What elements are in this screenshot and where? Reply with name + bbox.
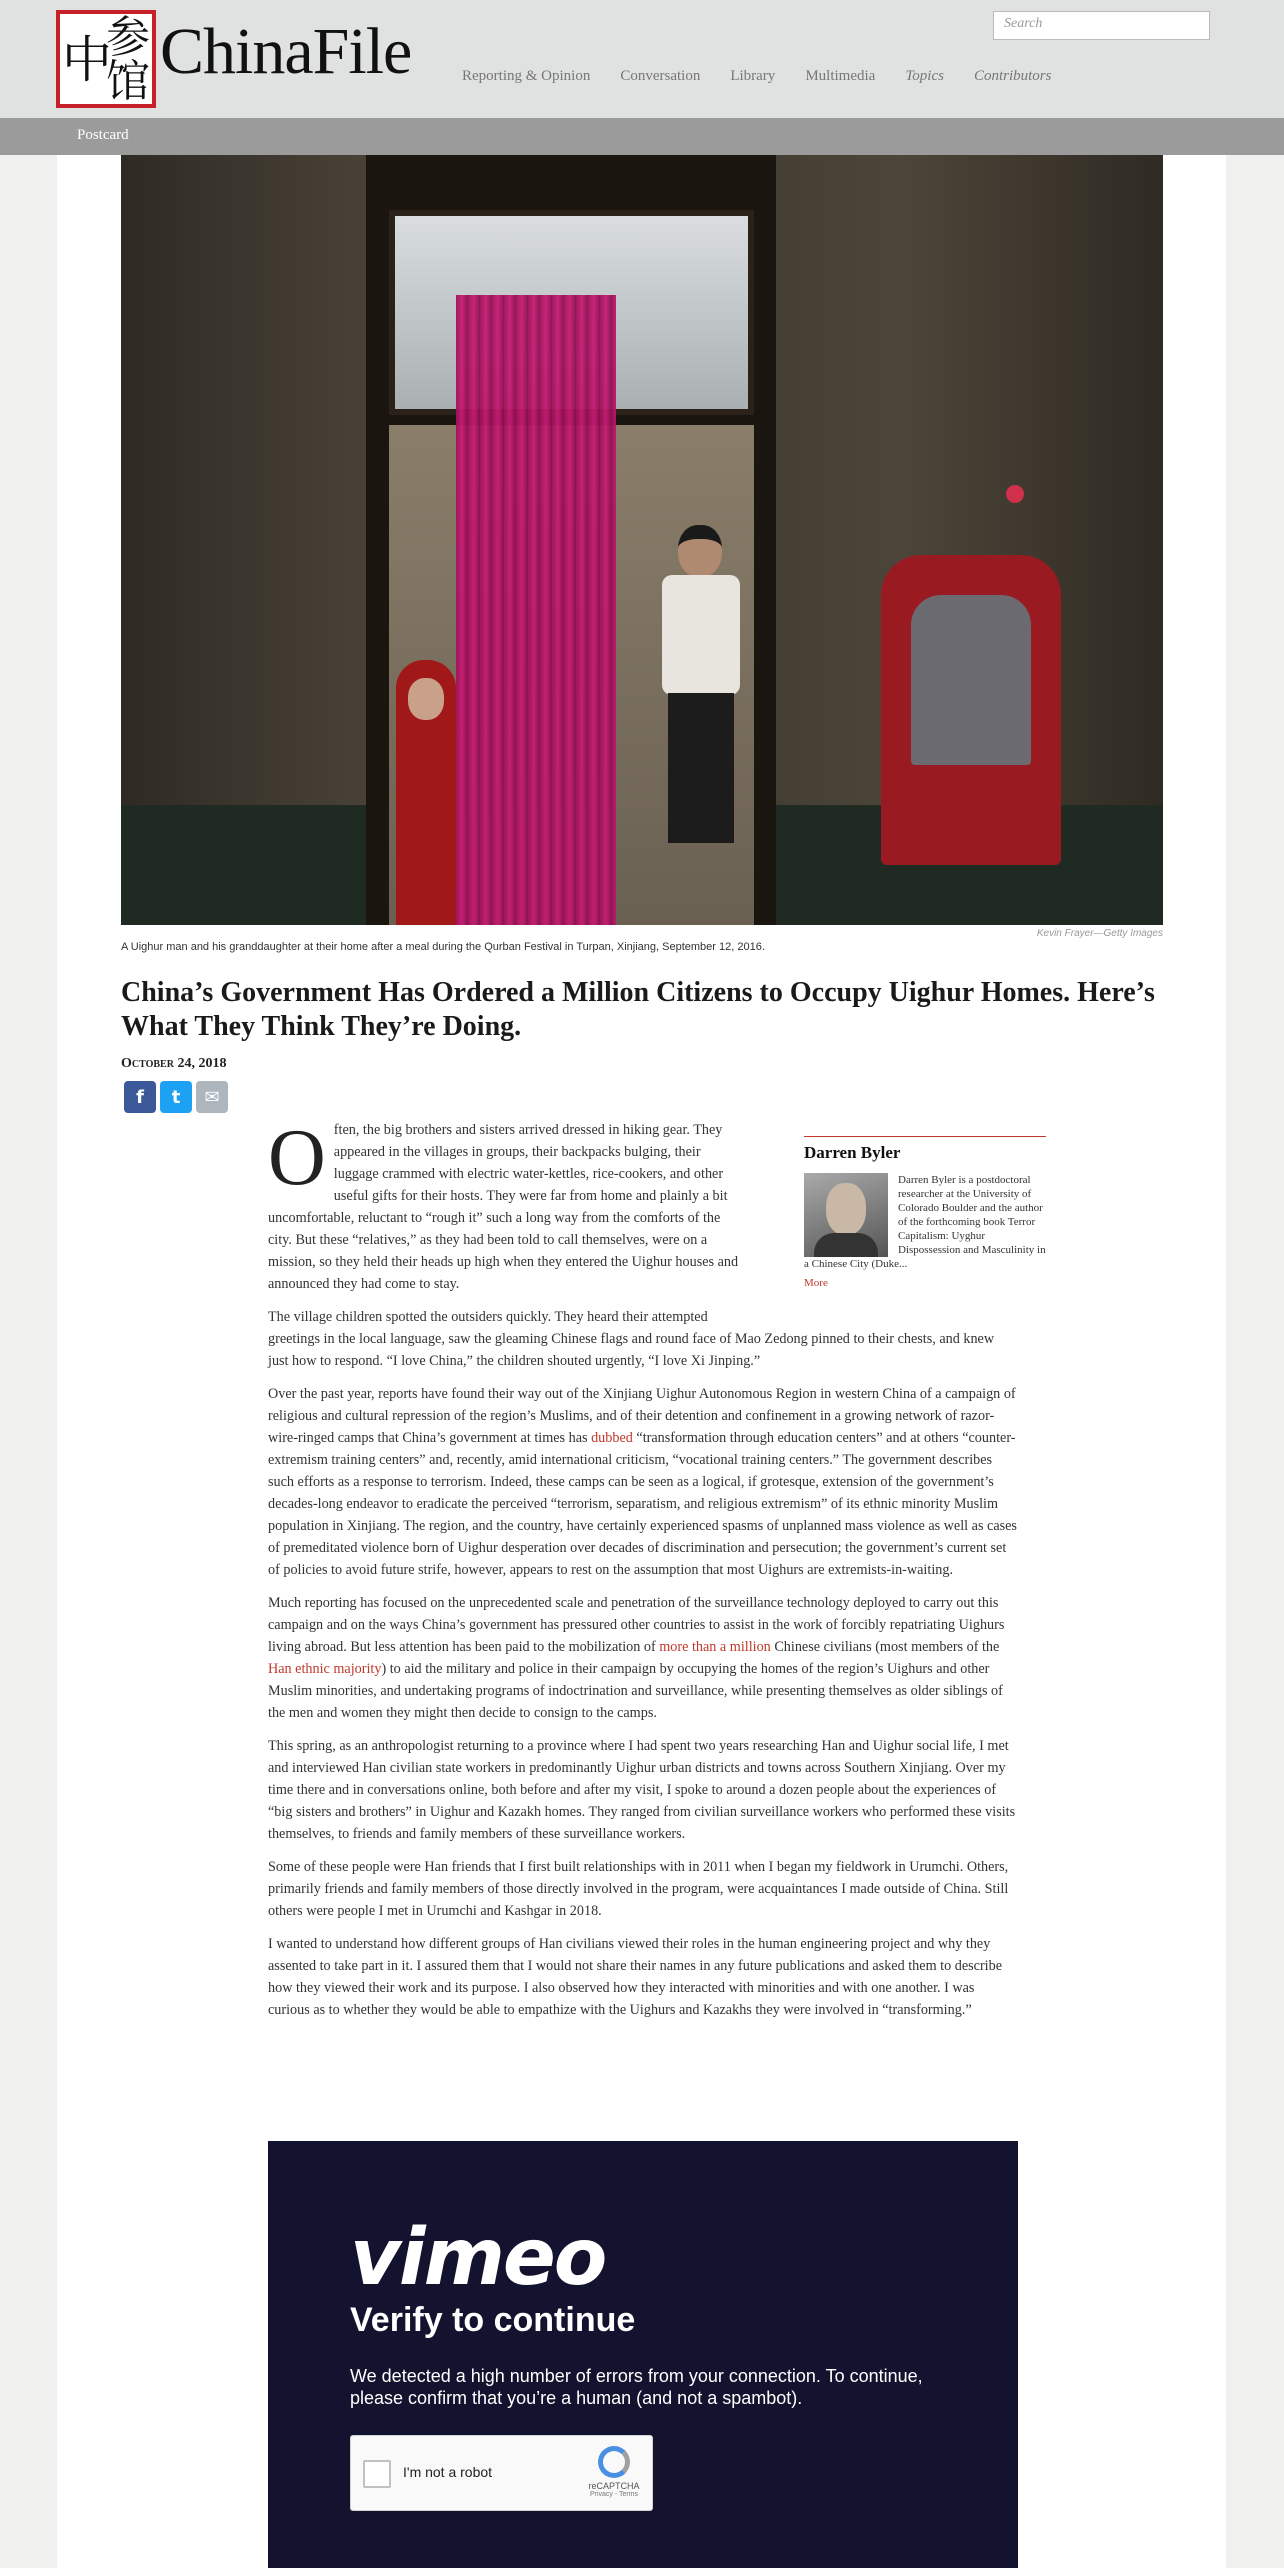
vimeo-logo: vimeo bbox=[350, 2213, 606, 2303]
site-logo-seal[interactable] bbox=[56, 10, 156, 108]
section-link-postcard[interactable]: Postcard bbox=[77, 127, 129, 143]
link-han-ethnic-majority[interactable]: Han ethnic majority bbox=[268, 1661, 382, 1677]
facebook-share-icon[interactable]: f bbox=[124, 1081, 156, 1113]
author-avatar bbox=[804, 1173, 888, 1257]
twitter-share-icon[interactable]: t bbox=[160, 1081, 192, 1113]
main-nav bbox=[462, 68, 1081, 85]
author-bio: Darren Byler is a postdoctoral researcher at the University of Colorado Boulder and the author of the forthcoming book Terror Capitalism: Uyghur Dispossession and Masculinity in a Chinese City (Duke... bbox=[804, 1174, 1046, 1270]
share-buttons bbox=[124, 1081, 228, 1113]
link-dubbed[interactable]: dubbed bbox=[591, 1430, 633, 1446]
recaptcha-checkbox[interactable] bbox=[363, 2460, 391, 2488]
photo-caption: A Uighur man and his granddaughter at their home after a meal during the Qurban Festival in Turpan, Xinjiang, September 12, 2016. bbox=[121, 941, 765, 953]
site-logo-text[interactable]: ChinaFile bbox=[160, 15, 412, 88]
hero-photo bbox=[121, 155, 1163, 925]
author-box bbox=[804, 1136, 1046, 1289]
recaptcha-branding: reCAPTCHA Privacy - Terms bbox=[579, 2446, 649, 2498]
paragraph: Some of these people were Han friends that I first built relationships with in 2011 when I began my fieldwork in Urumchi. Others, primarily friends and family members of those directly involved in the program, were acquaintances I made outside of China. Still others were people I met in Urumchi and Kashgar in 2018. bbox=[268, 1859, 1009, 1919]
nav-library[interactable]: Library bbox=[730, 68, 776, 84]
vimeo-embed bbox=[268, 2141, 1018, 2568]
paragraph: The village children spotted the outsiders quickly. They heard their attempted greetings in the local language, saw the gleaming Chinese flags and round face of Mao Zedong pinned to their chests, and knew just how to respond. “I love China,” the children shouted urgently, “I love Xi Jinping.” bbox=[268, 1309, 995, 1369]
nav-reporting-opinion[interactable]: Reporting & Opinion bbox=[462, 68, 591, 84]
logo-char: 馆 bbox=[106, 56, 150, 107]
section-bar bbox=[0, 118, 1284, 155]
author-name[interactable]: Darren Byler bbox=[804, 1143, 901, 1162]
paragraph: Often, the big brothers and sisters arrived dressed in hiking gear. They appeared in the villages in groups, their backpacks bulging, their luggage crammed with electric water-kettles, rice-cookers, and other useful gifts for their hosts. They were far from home and plainly a bit uncomfortable, reluctant to “rough it” such a long way from the comforts of the city. But these “relatives,” as they had been told to call themselves, were on a mission, so they held their heads up high when they entered the Uighur houses and announced they had come to stay. bbox=[268, 1114, 739, 1292]
verify-message: We detected a high number of errors from your connection. To continue, please confirm that you’re a human (and not a spambot). bbox=[350, 2366, 923, 2408]
paragraph: This spring, as an anthropologist returning to a province where I had spent two years researching Han and Uighur social life, I met and interviewed Han civilian state workers in predominantly Uighur urban districts and towns across Southern Xinjiang. Over my time there and in conversations online, both before and after my visit, I spoke to around a dozen people about the experiences of “big sisters and brothers” in Uighur and Kazakh homes. They ranged from civilian surveillance workers who performed these visits themselves, to friends and family members of these surveillance workers. bbox=[268, 1738, 1016, 1842]
author-more-link[interactable]: More bbox=[804, 1277, 828, 1289]
nav-contributors[interactable]: Contributors bbox=[973, 68, 1052, 84]
article-title: China’s Government Has Ordered a Million Citizens to Occupy Uighur Homes. Here’s What They Think They’re Doing. bbox=[121, 977, 1155, 1042]
nav-conversation[interactable]: Conversation bbox=[620, 68, 701, 84]
nav-topics[interactable]: Topics bbox=[905, 68, 944, 84]
email-share-icon[interactable]: ✉ bbox=[196, 1081, 228, 1113]
paragraph: Over the past year, reports have found their way out of the Xinjiang Uighur Autonomous Region in western China of a campaign of religious and cultural repression of the region’s Muslims, and of their detention and confinement in a growing network of razor-wire-ringed camps that China’s government at times has dubbed “transformation through education centers” and at others “counter-extremism training centers” and, recently, amid international criticism, “vocational training centers.” The government describes such efforts as a response to terrorism. Indeed, these camps can be seen as a logical, if grotesque, extension of the government’s decades-long endeavor to eradicate the perceived “terrorism, separatism, and religious extremism” of its ethnic minority Muslim population in Xinjiang. The region, and the country, have certainly experienced spasms of unplanned mass violence as well as cases of premeditated violence born of Uighur desperation over decades of discrimination and persecution; the government’s current set of policies to avoid future strife, however, appears to rest on the assumption that most Uighurs are extremists-in-waiting. bbox=[268, 1386, 1017, 1578]
recaptcha-widget bbox=[350, 2435, 653, 2511]
logo-char: 参 bbox=[106, 12, 150, 63]
drop-cap: O bbox=[268, 1114, 326, 1202]
nav-multimedia[interactable]: Multimedia bbox=[805, 68, 876, 84]
photo-credit: Kevin Frayer—Getty Images bbox=[1036, 928, 1163, 939]
paragraph: I wanted to understand how different groups of Han civilians viewed their roles in the human engineering project and why they assented to take part in it. I assured them that I would not share their names in any future publications and asked them to describe how they viewed their work and its purpose. I also observed how they interacted with minorities and with one another. I was curious as to whether they would be able to empathize with the Uighurs and Kazakhs they were involved in “transforming.” bbox=[268, 1936, 1002, 2018]
article-date: October 24, 2018 bbox=[121, 1056, 227, 1071]
link-more-than-a-million[interactable]: more than a million bbox=[659, 1639, 771, 1655]
paragraph: Much reporting has focused on the unprecedented scale and penetration of the surveillance technology deployed to carry out this campaign and on the ways China’s government has pressured other countries to assist in the work of forcibly repatriating Uighurs living abroad. But less attention has been paid to the mobilization of more than a million Chinese civilians (most members of the Han ethnic majority) to aid the military and police in their campaign by occupying the homes of the region’s Uighurs and other Muslim minorities, and undertaking programs of indoctrination and surveillance, while presenting themselves as older siblings of the men and women they might then decide to consign to the camps. bbox=[268, 1595, 1005, 1721]
recaptcha-icon bbox=[598, 2446, 630, 2478]
search-input[interactable]: Search bbox=[993, 11, 1210, 40]
verify-heading: Verify to continue bbox=[350, 2301, 636, 2339]
recaptcha-label: I'm not a robot bbox=[403, 2464, 493, 2480]
logo-char: 中 bbox=[62, 31, 112, 89]
recaptcha-privacy-terms[interactable]: Privacy - Terms bbox=[589, 2491, 639, 2498]
site-header bbox=[0, 0, 1284, 118]
